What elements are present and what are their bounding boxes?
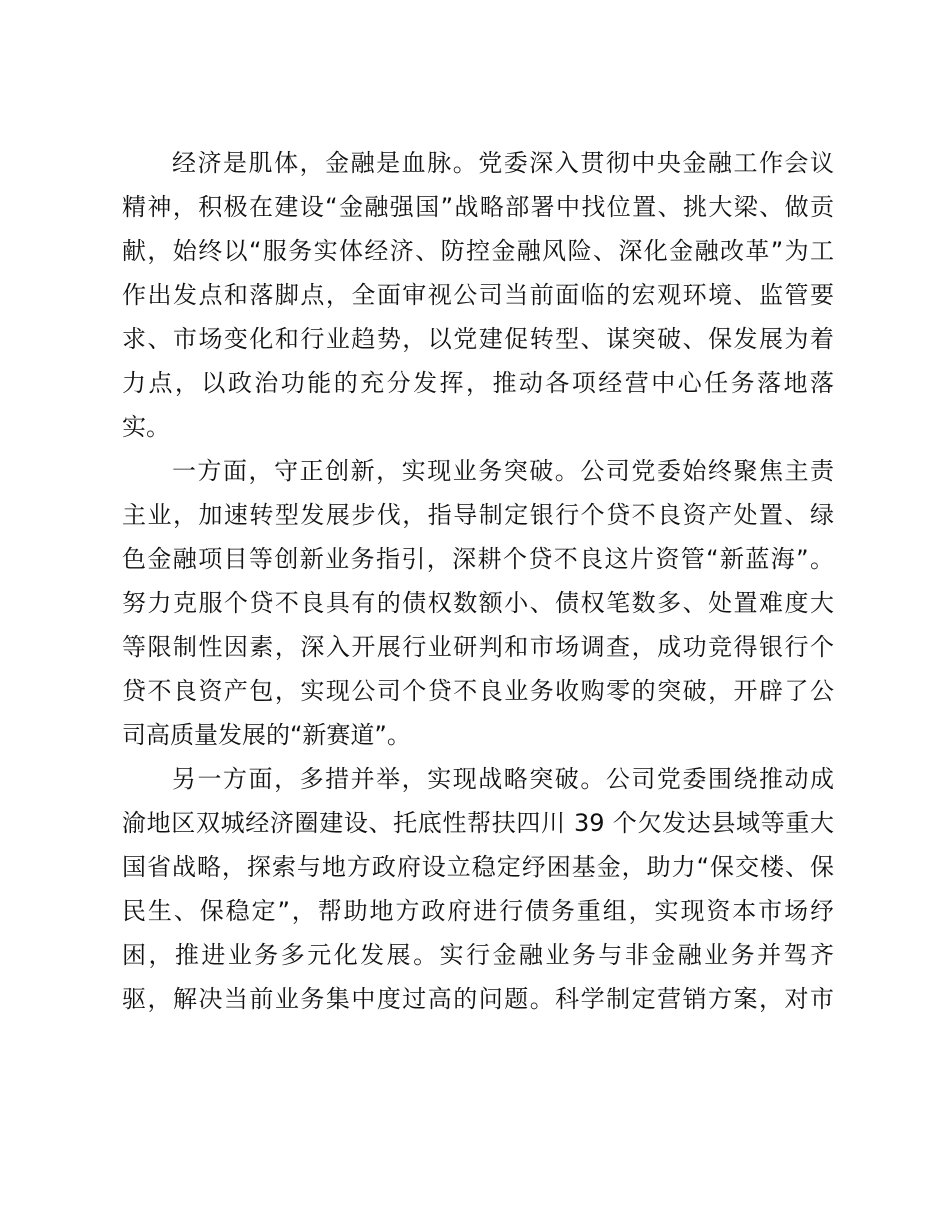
paragraph-2-line-4: 努力克服个贷不良具有的债权数额小、债权笔数多、处置难度大 bbox=[122, 589, 834, 617]
paragraph-1-line-6: 力点，以政治功能的充分发挥，推动各项经营中心任务落地落 bbox=[122, 369, 834, 397]
paragraph-1-line-4: 作出发点和落脚点，全面审视公司当前面临的宏观环境、监管要 bbox=[122, 281, 834, 309]
paragraph-3-line-6: 驱，解决当前业务集中度过高的问题。科学制定营销方案，对市 bbox=[122, 985, 834, 1013]
paragraph-3-line-5: 困，推进业务多元化发展。实行金融业务与非金融业务并驾齐 bbox=[122, 941, 834, 969]
paragraph-2-line-1: 一方面，守正创新，实现业务突破。公司党委始终聚焦主责 bbox=[172, 457, 834, 485]
paragraph-1-line-3: 献，始终以“服务实体经济、防控金融风险、深化金融改革”为工 bbox=[122, 237, 834, 265]
paragraph-1-line-2: 精神，积极在建设“金融强国”战略部署中找位置、挑大梁、做贡 bbox=[122, 193, 834, 221]
paragraph-3-line-2: 渝地区双城经济圈建设、托底性帮扶四川 39 个欠发达县域等重大 bbox=[122, 809, 834, 837]
paragraph-2-line-6: 贷不良资产包，实现公司个贷不良业务收购零的突破，开辟了公 bbox=[122, 677, 834, 705]
paragraph-3-line-3: 国省战略，探索与地方政府设立稳定纾困基金，助力“保交楼、保 bbox=[122, 853, 834, 881]
paragraph-3-line-4: 民生、保稳定”，帮助地方政府进行债务重组，实现资本市场纾 bbox=[122, 897, 834, 925]
paragraph-1-line-5: 求、市场变化和行业趋势，以党建促转型、谋突破、保发展为着 bbox=[122, 325, 834, 353]
paragraph-3-line-1: 另一方面，多措并举，实现战略突破。公司党委围绕推动成 bbox=[172, 765, 834, 793]
body-text bbox=[122, 141, 834, 1021]
paragraph-1-line-1: 经济是肌体，金融是血脉。党委深入贯彻中央金融工作会议 bbox=[172, 149, 834, 177]
paragraph-2-line-7: 司高质量发展的“新赛道”。 bbox=[122, 721, 411, 749]
paragraph-2-line-3: 色金融项目等创新业务指引，深耕个贷不良这片资管“新蓝海”。 bbox=[122, 545, 834, 573]
paragraph-2-line-2: 主业，加速转型发展步伐，指导制定银行个贷不良资产处置、绿 bbox=[122, 501, 834, 529]
paragraph-1-line-7: 实。 bbox=[122, 413, 170, 441]
paragraph-2-line-5: 等限制性因素，深入开展行业研判和市场调查，成功竞得银行个 bbox=[122, 633, 834, 661]
